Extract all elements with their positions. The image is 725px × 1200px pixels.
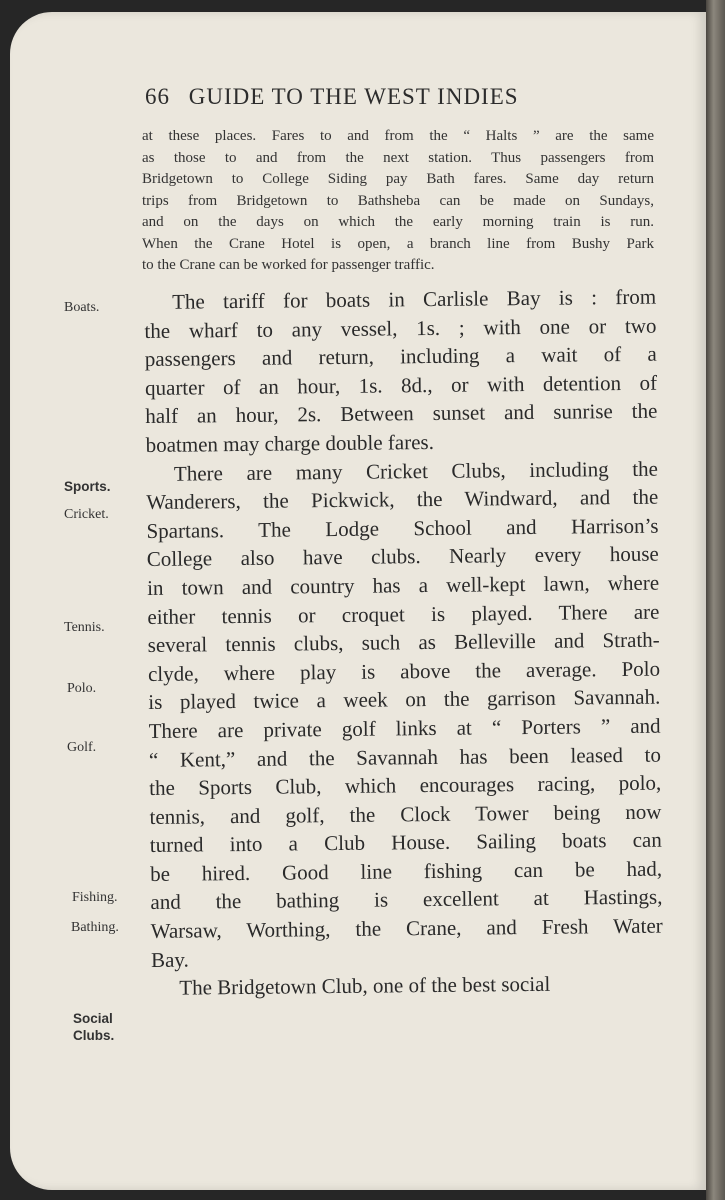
- text-line: clyde, where play is above the average. Polo: [147, 656, 661, 686]
- text-line: quarter of an hour, 1s. 8d., or with detention of: [144, 370, 658, 400]
- text-line: turned into a Club House. Sailing boats can: [149, 827, 662, 858]
- text-line: trips from Bridgetown to Bathsheba can be made on Sundays,: [142, 192, 654, 209]
- page-gutter: [706, 0, 725, 1200]
- margin-note-social: Social: [73, 1011, 113, 1026]
- text-line: in town and country has a well-kept lawn, where: [147, 570, 660, 600]
- text-line: either tennis or croquet is played. There are: [147, 599, 660, 629]
- text-line: When the Crane Hotel is open, a branch line from Bushy Park: [142, 235, 654, 252]
- text-line: the wharf to any vessel, 1s. ; with one or two: [144, 313, 657, 343]
- text-line: Warsaw, Worthing, the Crane, and Fresh Water: [150, 913, 663, 944]
- running-header: [145, 84, 625, 110]
- margin-note-fishing: Fishing.: [72, 890, 118, 905]
- body-text: [144, 283, 663, 1003]
- text-line: Bay.: [150, 947, 189, 972]
- margin-note-sports: Sports.: [64, 479, 111, 494]
- text-line: College also have clubs. Nearly every house: [146, 541, 659, 572]
- text-line: There are many Cricket Clubs, including the: [173, 456, 659, 486]
- margin-note-bathing: Bathing.: [71, 920, 119, 935]
- railway-paragraph: [142, 126, 654, 277]
- text-line: boatmen may charge double fares.: [145, 429, 435, 457]
- text-line: Wanderers, the Pickwick, the Windward, and the: [146, 484, 659, 515]
- text-line: There are private golf links at “ Porters ” and: [148, 713, 661, 743]
- text-line: as those to and from the next station. Thus passengers from: [142, 149, 654, 166]
- text-line: half an hour, 2s. Between sunset and sunrise the: [145, 399, 658, 429]
- margin-note-clubs: Clubs.: [73, 1028, 115, 1043]
- text-line: Spartans. The Lodge School and Harrison’s: [146, 513, 659, 543]
- text-line: at these places. Fares to and from the “ Halts ” are the same: [142, 128, 654, 144]
- text-line: is played twice a week on the garrison Savannah.: [148, 684, 661, 715]
- margin-note-tennis: Tennis.: [64, 620, 105, 635]
- running-title: GUIDE TO THE WEST INDIES: [188, 84, 519, 109]
- margin-note-cricket: Cricket.: [64, 507, 109, 522]
- margin-note-golf: Golf.: [67, 740, 97, 755]
- text-line: passengers and return, including a wait of a: [144, 341, 657, 372]
- text-line: and the bathing is excellent at Hastings,: [150, 885, 663, 915]
- text-line: The tariff for boats in Carlisle Bay is : from: [172, 284, 657, 314]
- text-line: and on the days on which the early morning train is run.: [142, 214, 654, 230]
- text-line: several tennis clubs, such as Belleville and Strath-: [147, 627, 660, 658]
- text-line: to the Crane can be worked for passenger traffic.: [142, 257, 435, 273]
- text-line: “ Kent,” and the Savannah has been leased to: [148, 742, 662, 772]
- text-line: the Sports Club, which encourages racing, polo,: [149, 770, 662, 801]
- text-line: Bridgetown to College Siding pay Bath fares. Same day return: [142, 171, 654, 187]
- text-line: be hired. Good line fishing can be had,: [150, 856, 663, 886]
- text-line: The Bridgetown Club, one of the best social: [179, 972, 551, 1000]
- margin-note-polo: Polo.: [67, 681, 97, 696]
- text-line: tennis, and golf, the Clock Tower being now: [149, 799, 662, 829]
- page-number: 66: [145, 84, 170, 109]
- margin-note-boats: Boats.: [64, 300, 100, 315]
